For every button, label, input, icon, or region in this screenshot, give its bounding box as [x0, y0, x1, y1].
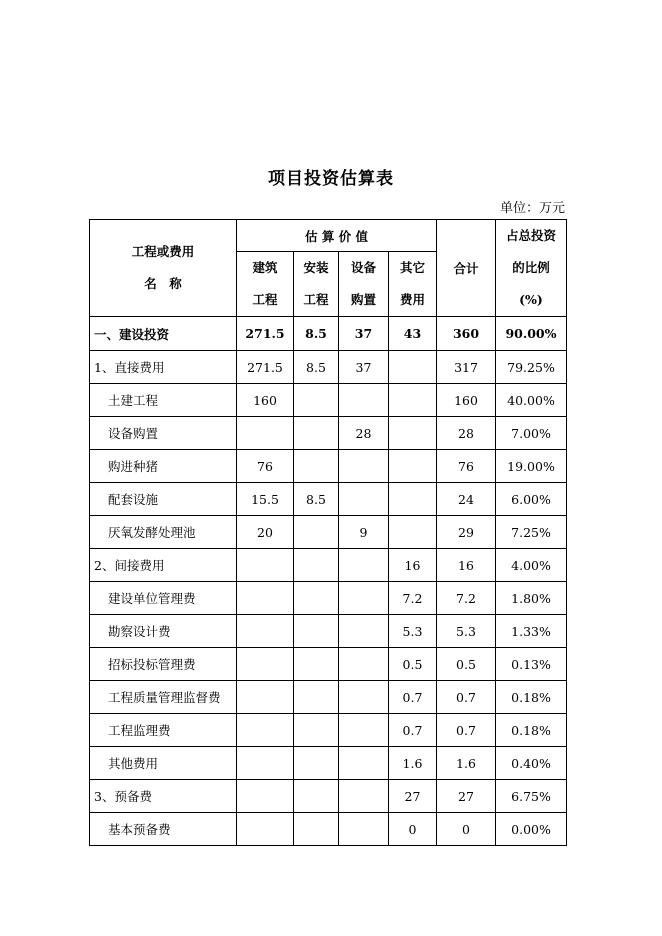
table-row [90, 351, 567, 384]
cell-total: 0 [437, 813, 496, 846]
cell-ratio: 1.33% [496, 615, 567, 648]
header-installation [294, 252, 339, 317]
cell-installation [294, 450, 339, 483]
cell-construction: 271.5 [237, 351, 294, 384]
header-ratio-line3: (%) [519, 292, 543, 307]
cell-total: 160 [437, 384, 496, 417]
table-row [90, 648, 567, 681]
cell-equipment [339, 780, 389, 813]
cell-other: 0 [389, 813, 437, 846]
cell-ratio: 0.13% [496, 648, 567, 681]
cell-installation [294, 516, 339, 549]
header-construction-line1: 建筑 [252, 260, 278, 275]
table-row [90, 317, 567, 351]
cell-other: 0.5 [389, 648, 437, 681]
cell-equipment [339, 582, 389, 615]
cell-other: 0.7 [389, 681, 437, 714]
cell-other: 27 [389, 780, 437, 813]
table-row [90, 483, 567, 516]
cell-equipment [339, 747, 389, 780]
cell-ratio: 40.00% [496, 384, 567, 417]
row-name: 工程监理费 [90, 714, 237, 747]
cell-equipment [339, 648, 389, 681]
table-row [90, 417, 567, 450]
cell-construction [237, 582, 294, 615]
header-other-line1: 其它 [399, 260, 425, 275]
cell-total: 76 [437, 450, 496, 483]
row-name: 3、预备费 [90, 780, 237, 813]
row-name: 其他费用 [90, 747, 237, 780]
cell-equipment [339, 549, 389, 582]
header-ratio [496, 220, 567, 317]
cell-construction [237, 417, 294, 450]
cell-construction [237, 780, 294, 813]
cell-ratio: 0.00% [496, 813, 567, 846]
cell-construction: 76 [237, 450, 294, 483]
table-row [90, 549, 567, 582]
table-row [90, 780, 567, 813]
cell-equipment: 37 [339, 351, 389, 384]
cell-construction [237, 648, 294, 681]
header-other [389, 252, 437, 317]
row-name: 设备购置 [90, 417, 237, 450]
cell-other [389, 516, 437, 549]
header-ratio-line1: 占总投资 [505, 228, 556, 243]
header-name-line1: 工程或费用 [131, 244, 195, 259]
cell-installation [294, 615, 339, 648]
header-name-line2: 名 称 [144, 276, 182, 291]
row-name: 2、间接费用 [90, 549, 237, 582]
table-row [90, 450, 567, 483]
cell-construction [237, 747, 294, 780]
investment-estimate-table [89, 219, 567, 846]
cell-installation: 8.5 [294, 351, 339, 384]
cell-equipment: 9 [339, 516, 389, 549]
cell-total: 7.2 [437, 582, 496, 615]
header-total: 合计 [437, 220, 496, 317]
table-row [90, 582, 567, 615]
cell-equipment [339, 714, 389, 747]
table-row [90, 615, 567, 648]
cell-total: 24 [437, 483, 496, 516]
cell-total: 28 [437, 417, 496, 450]
cell-other: 7.2 [389, 582, 437, 615]
cell-equipment [339, 615, 389, 648]
cell-total: 0.7 [437, 681, 496, 714]
cell-total: 27 [437, 780, 496, 813]
cell-installation [294, 582, 339, 615]
cell-ratio: 6.75% [496, 780, 567, 813]
table-row [90, 747, 567, 780]
cell-total: 5.3 [437, 615, 496, 648]
table-row [90, 813, 567, 846]
cell-construction [237, 549, 294, 582]
cell-equipment [339, 483, 389, 516]
unit-label: 单位：万元 [499, 201, 565, 216]
cell-ratio: 90.00% [496, 317, 567, 351]
cell-total: 360 [437, 317, 496, 351]
row-name: 土建工程 [90, 384, 237, 417]
row-name: 1、直接费用 [90, 351, 237, 384]
cell-ratio: 7.00% [496, 417, 567, 450]
cell-other [389, 450, 437, 483]
row-name: 厌氧发酵处理池 [90, 516, 237, 549]
cell-ratio: 1.80% [496, 582, 567, 615]
cell-ratio: 19.00% [496, 450, 567, 483]
table-row [90, 516, 567, 549]
cell-equipment [339, 384, 389, 417]
row-name: 建设单位管理费 [90, 582, 237, 615]
cell-ratio: 0.40% [496, 747, 567, 780]
cell-total: 29 [437, 516, 496, 549]
table-row [90, 681, 567, 714]
cell-other: 0.7 [389, 714, 437, 747]
header-equipment [339, 252, 389, 317]
cell-installation [294, 648, 339, 681]
cell-other: 5.3 [389, 615, 437, 648]
cell-other: 16 [389, 549, 437, 582]
cell-installation [294, 747, 339, 780]
cell-other [389, 483, 437, 516]
cell-construction: 160 [237, 384, 294, 417]
header-installation-line2: 工程 [303, 292, 329, 307]
cell-installation [294, 714, 339, 747]
cell-other: 1.6 [389, 747, 437, 780]
cell-equipment [339, 450, 389, 483]
header-installation-line1: 安装 [303, 260, 329, 275]
header-ratio-line2: 的比例 [512, 260, 550, 275]
row-name: 配套设施 [90, 483, 237, 516]
row-name: 勘察设计费 [90, 615, 237, 648]
row-name: 一、建设投资 [90, 317, 237, 351]
cell-equipment: 37 [339, 317, 389, 351]
cell-equipment [339, 681, 389, 714]
cell-construction: 15.5 [237, 483, 294, 516]
cell-installation [294, 780, 339, 813]
cell-equipment [339, 813, 389, 846]
cell-installation [294, 417, 339, 450]
header-estimate: 估 算 价 值 [237, 220, 437, 252]
cell-total: 0.5 [437, 648, 496, 681]
cell-construction [237, 615, 294, 648]
header-name [90, 220, 237, 317]
cell-construction [237, 681, 294, 714]
cell-installation: 8.5 [294, 483, 339, 516]
cell-other [389, 384, 437, 417]
row-name: 购进种猪 [90, 450, 237, 483]
header-other-line2: 费用 [399, 292, 425, 307]
header-construction [237, 252, 294, 317]
header-equipment-line2: 购置 [350, 292, 376, 307]
cell-total: 1.6 [437, 747, 496, 780]
row-name: 基本预备费 [90, 813, 237, 846]
cell-other: 43 [389, 317, 437, 351]
cell-ratio: 79.25% [496, 351, 567, 384]
cell-ratio: 6.00% [496, 483, 567, 516]
cell-total: 0.7 [437, 714, 496, 747]
cell-construction [237, 813, 294, 846]
cell-installation [294, 681, 339, 714]
cell-ratio: 7.25% [496, 516, 567, 549]
cell-construction [237, 714, 294, 747]
cell-ratio: 0.18% [496, 681, 567, 714]
cell-other [389, 417, 437, 450]
table-row [90, 384, 567, 417]
cell-installation [294, 549, 339, 582]
header-equipment-line1: 设备 [350, 260, 376, 275]
table-row [90, 714, 567, 747]
cell-installation [294, 813, 339, 846]
row-name: 工程质量管理监督费 [90, 681, 237, 714]
cell-installation: 8.5 [294, 317, 339, 351]
cell-ratio: 4.00% [496, 549, 567, 582]
cell-total: 317 [437, 351, 496, 384]
cell-construction: 271.5 [237, 317, 294, 351]
cell-construction: 20 [237, 516, 294, 549]
cell-equipment: 28 [339, 417, 389, 450]
cell-other [389, 351, 437, 384]
cell-total: 16 [437, 549, 496, 582]
cell-installation [294, 384, 339, 417]
page-title: 项目投资估算表 [268, 169, 394, 189]
header-construction-line2: 工程 [252, 292, 278, 307]
cell-ratio: 0.18% [496, 714, 567, 747]
row-name: 招标投标管理费 [90, 648, 237, 681]
